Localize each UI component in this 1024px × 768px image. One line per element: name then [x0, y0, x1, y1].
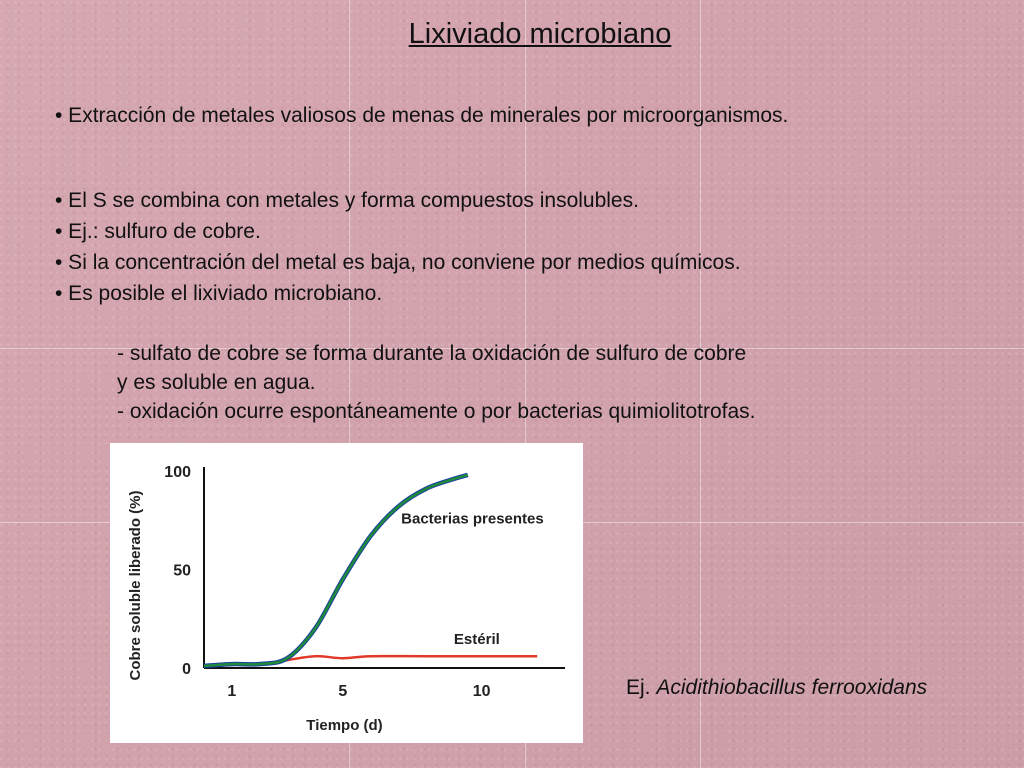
bullet-item: • Extracción de metales valiosos de menas de minerales por microorganismos. [55, 104, 789, 127]
series-line-bacterias-presentes [204, 475, 468, 666]
bullet-item: • El S se combina con metales y forma compuestos insolubles. [55, 189, 639, 212]
y-tick-label: 100 [164, 464, 191, 481]
series-label-bacterias-presentes: Bacterias presentes [401, 510, 544, 528]
series-line-bacterias-edge [204, 475, 468, 666]
y-tick-label: 50 [173, 562, 191, 580]
x-tick-label: 10 [472, 683, 491, 700]
bullet-item: • Ej.: sulfuro de cobre. [55, 220, 261, 243]
sub-point-group [117, 339, 756, 426]
copper-leaching-chart [110, 443, 583, 743]
sub-point: y es soluble en agua. [117, 371, 316, 394]
series-label-esteril: Estéril [453, 631, 500, 649]
example-species: Acidithiobacillus ferrooxidans [656, 676, 928, 699]
chart-svg [110, 443, 583, 743]
bullet-group-intro [55, 100, 788, 131]
bullet-item: • Es posible el lixiviado microbiano. [55, 282, 383, 305]
example-organism [626, 676, 927, 700]
y-tick-label: 0 [182, 661, 191, 678]
sub-point: - oxidación ocurre espontáneamente o por bacterias quimiolitotrofas. [117, 400, 756, 423]
y-axis-label: Cobre soluble liberado (%) [127, 490, 144, 681]
bullet-item: • Si la concentración del metal es baja, no conviene por medios químicos. [55, 251, 741, 274]
x-tick-label: 5 [338, 683, 348, 700]
bullet-group-details [55, 185, 741, 309]
sub-point: - sulfato de cobre se forma durante la oxidación de sulfuro de cobre [117, 342, 747, 365]
x-axis-label: Tiempo (d) [306, 717, 383, 734]
slide-title: Lixiviado microbiano [408, 18, 672, 50]
example-prefix: Ej. [626, 676, 651, 699]
x-tick-label: 1 [227, 683, 237, 700]
